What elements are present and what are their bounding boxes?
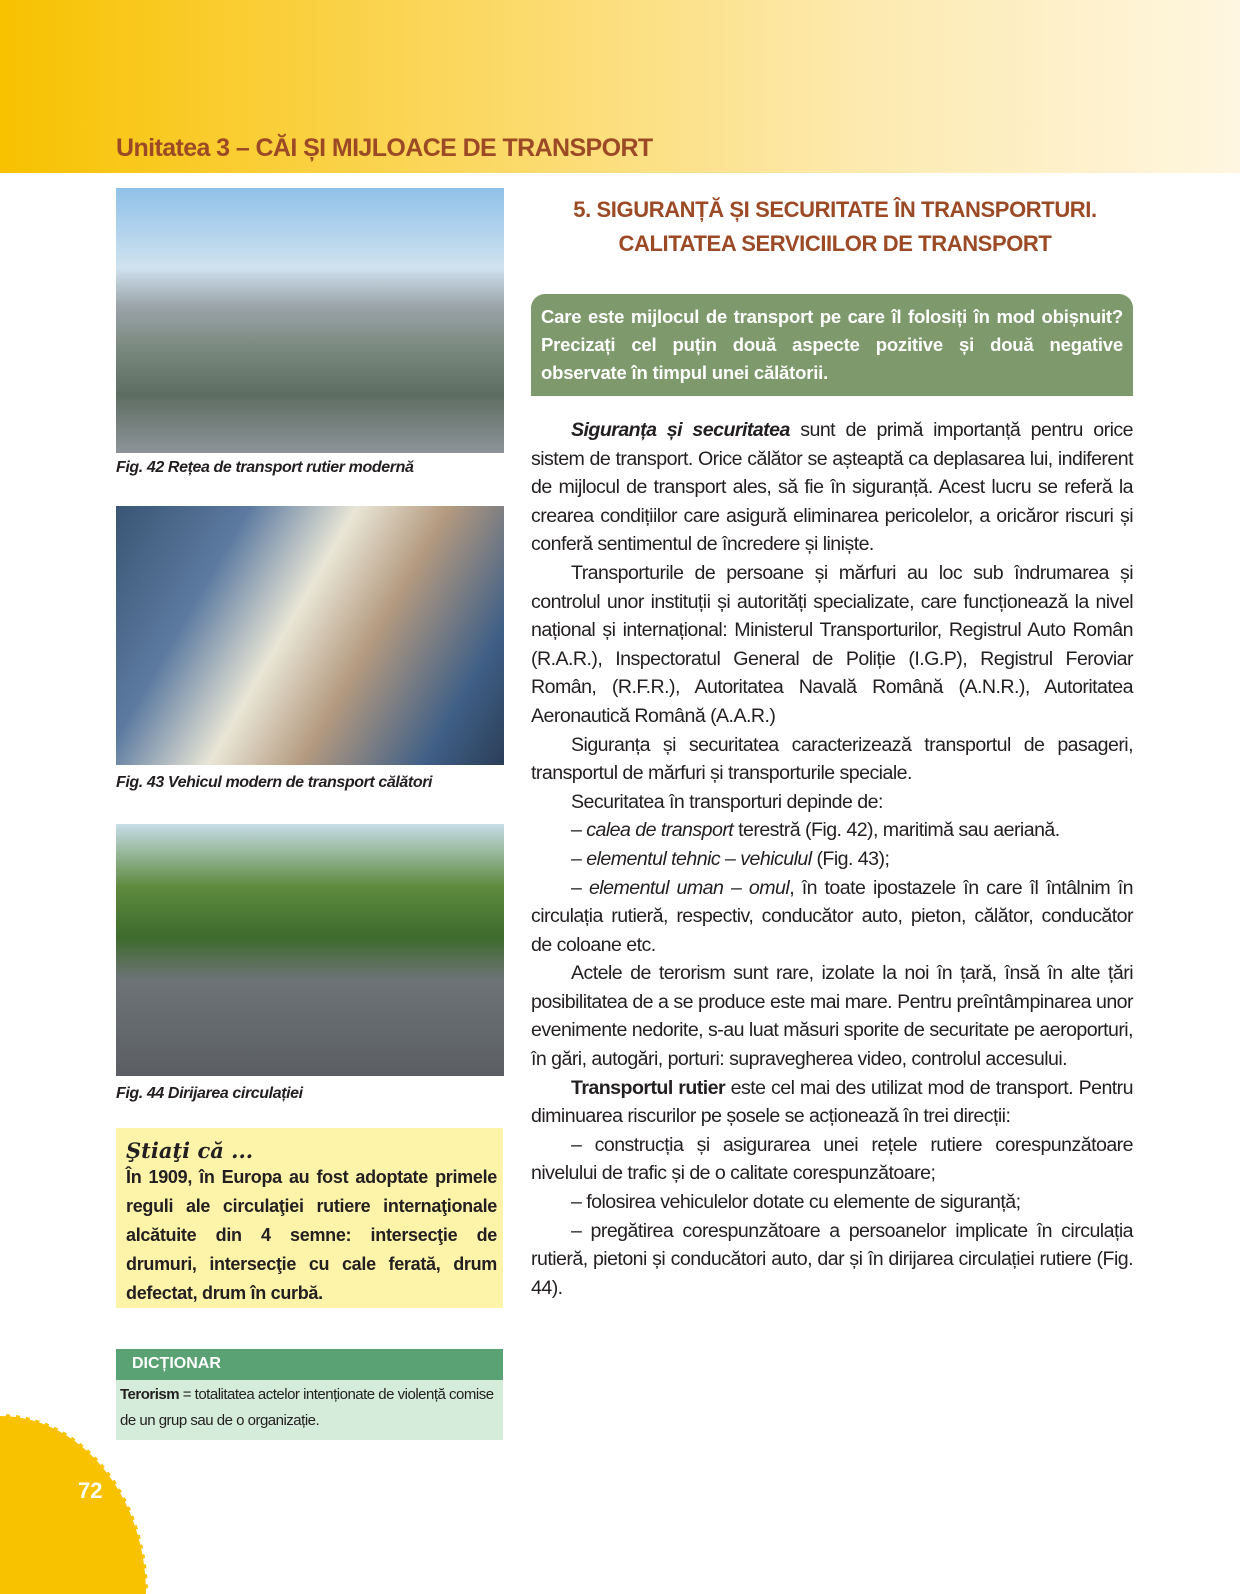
question-box: Care este mijlocul de transport pe care îl folosiți în mod obișnuit? Precizați cel puțin două aspecte pozitive și două negative observate în timpul unei călătorii.: [531, 294, 1133, 396]
dash: –: [571, 876, 589, 899]
section-title-line: 5. SIGURANȚĂ ȘI SECURITATE ÎN TRANSPORTURI.: [573, 197, 1097, 222]
figure-caption: Fig. 44 Dirijarea circulației: [116, 1085, 303, 1102]
page-corner-decoration: [0, 1414, 148, 1594]
term-italic: – elementul tehnic – vehiculul: [571, 847, 812, 870]
figure-caption: Fig. 42 Rețea de transport rutier modernă: [116, 459, 414, 476]
list-text: terestră (Fig. 42), maritimă sau aeriană.: [733, 819, 1060, 842]
section-title: [530, 193, 1140, 261]
dictionary-heading: DICȚIONAR: [116, 1349, 503, 1380]
list-item: [531, 816, 1133, 845]
paragraph-text: este cel mai des utilizat mod de transport. Pentru diminuarea riscurilor pe șosele se acționează în trei direcții:: [531, 1076, 1134, 1128]
list-item: – folosirea vehiculelor dotate cu elemente de siguranță;: [571, 1191, 1021, 1214]
paragraph: Transporturile de persoane și mărfuri au loc sub îndrumarea și controlul unor instituții și autorități specializate, care funcționează la nivel național și internațional: Ministerul Transporturilor, Registrul Auto Român (R.A.R.), Inspectoratul General de Poliție (I.G.P), Registrul Feroviar Român, (R.F.R.), Autoritatea Navală Română (A.N.R.), Autoritatea Aeronautică Română (A.A.R.): [531, 561, 1133, 727]
list-text: , în toate ipostazele în care îl întâlnim în circulația rutieră, respectiv, conducător auto, pieton, călător, conducător de coloane etc.: [531, 876, 1133, 956]
paragraph: [531, 416, 1133, 559]
list-item: – construcția și asigurarea unei rețele rutiere corespunzătoare nivelului de trafic și de o calitate corespunzătoare;: [531, 1133, 1133, 1185]
list-text: (Fig. 43);: [811, 847, 890, 870]
figure-caption: Fig. 43 Vehicul modern de transport călători: [116, 774, 433, 791]
did-you-know-text: În 1909, în Europa au fost adoptate primele reguli ale circulaţiei rutiere internaţionale alcătuite din 4 semne: intersecţie de drumuri, intersecţie cu cale ferată, drum defectat, drum în curbă.: [126, 1167, 497, 1303]
paragraph: Siguranța și securitatea caracterizează transportul de pasageri, transportul de mărfuri și transporturile speciale.: [531, 733, 1133, 785]
list-item: – pregătirea corespunzătoare a persoanelor implicate în circulația rutieră, pietoni și conducători auto, dar și în dirijarea circulației rutiere (Fig. 44).: [531, 1219, 1133, 1299]
dictionary-definition: = totalitatea actelor intenționate de violență comise de un grup sau de o organizație.: [120, 1386, 494, 1429]
term-italic: calea de transport: [586, 819, 734, 842]
section-title-line: CALITATEA SERVICIILOR DE TRANSPORT: [618, 231, 1052, 256]
body-text: [531, 416, 1133, 1302]
dictionary-term: Terorism: [120, 1386, 180, 1403]
paragraph: [531, 1074, 1133, 1131]
dash: –: [571, 819, 587, 842]
term-highlight: Siguranța și securitatea: [571, 419, 790, 441]
term-italic: elementul uman – omul: [588, 876, 790, 899]
did-you-know-box: [116, 1128, 503, 1308]
list-item: [531, 874, 1133, 960]
paragraph: Actele de terorism sunt rare, izolate la noi în țară, însă în alte țări posibilitatea de a se produce este mai mare. Pentru preîntâmpinarea unor evenimente nedorite, s-au luat măsuri sporite de securitate pe aeroporturi, în gări, autogări, porturi: supravegherea video, controlul accesului.: [531, 962, 1133, 1071]
paragraph: Securitatea în transporturi depinde de:: [571, 790, 883, 813]
page-number: 72: [78, 1478, 103, 1503]
did-you-know-title: Ştiaţi că ...: [126, 1138, 254, 1163]
traffic-police-photo: [116, 824, 504, 1076]
bus-passengers-photo: [116, 506, 504, 765]
unit-title: Unitatea 3 – CĂI ȘI MIJLOACE DE TRANSPORT: [116, 134, 653, 162]
highway-network-photo: [116, 188, 504, 453]
list-item: [531, 845, 1133, 874]
dictionary-entry: [116, 1380, 503, 1440]
term-highlight: Transportul rutier: [571, 1076, 726, 1099]
paragraph-text: sunt de primă importanță pentru orice sistem de transport. Orice călător se așteaptă ca deplasarea lui, indiferent de mijlocul de transport ales, să fie în siguranță. Acest lucru se referă la crearea condițiilor care asigură eliminarea pericolelor, a oricăror riscuri și conferă sentimentul de încredere și liniște.: [531, 419, 1133, 556]
